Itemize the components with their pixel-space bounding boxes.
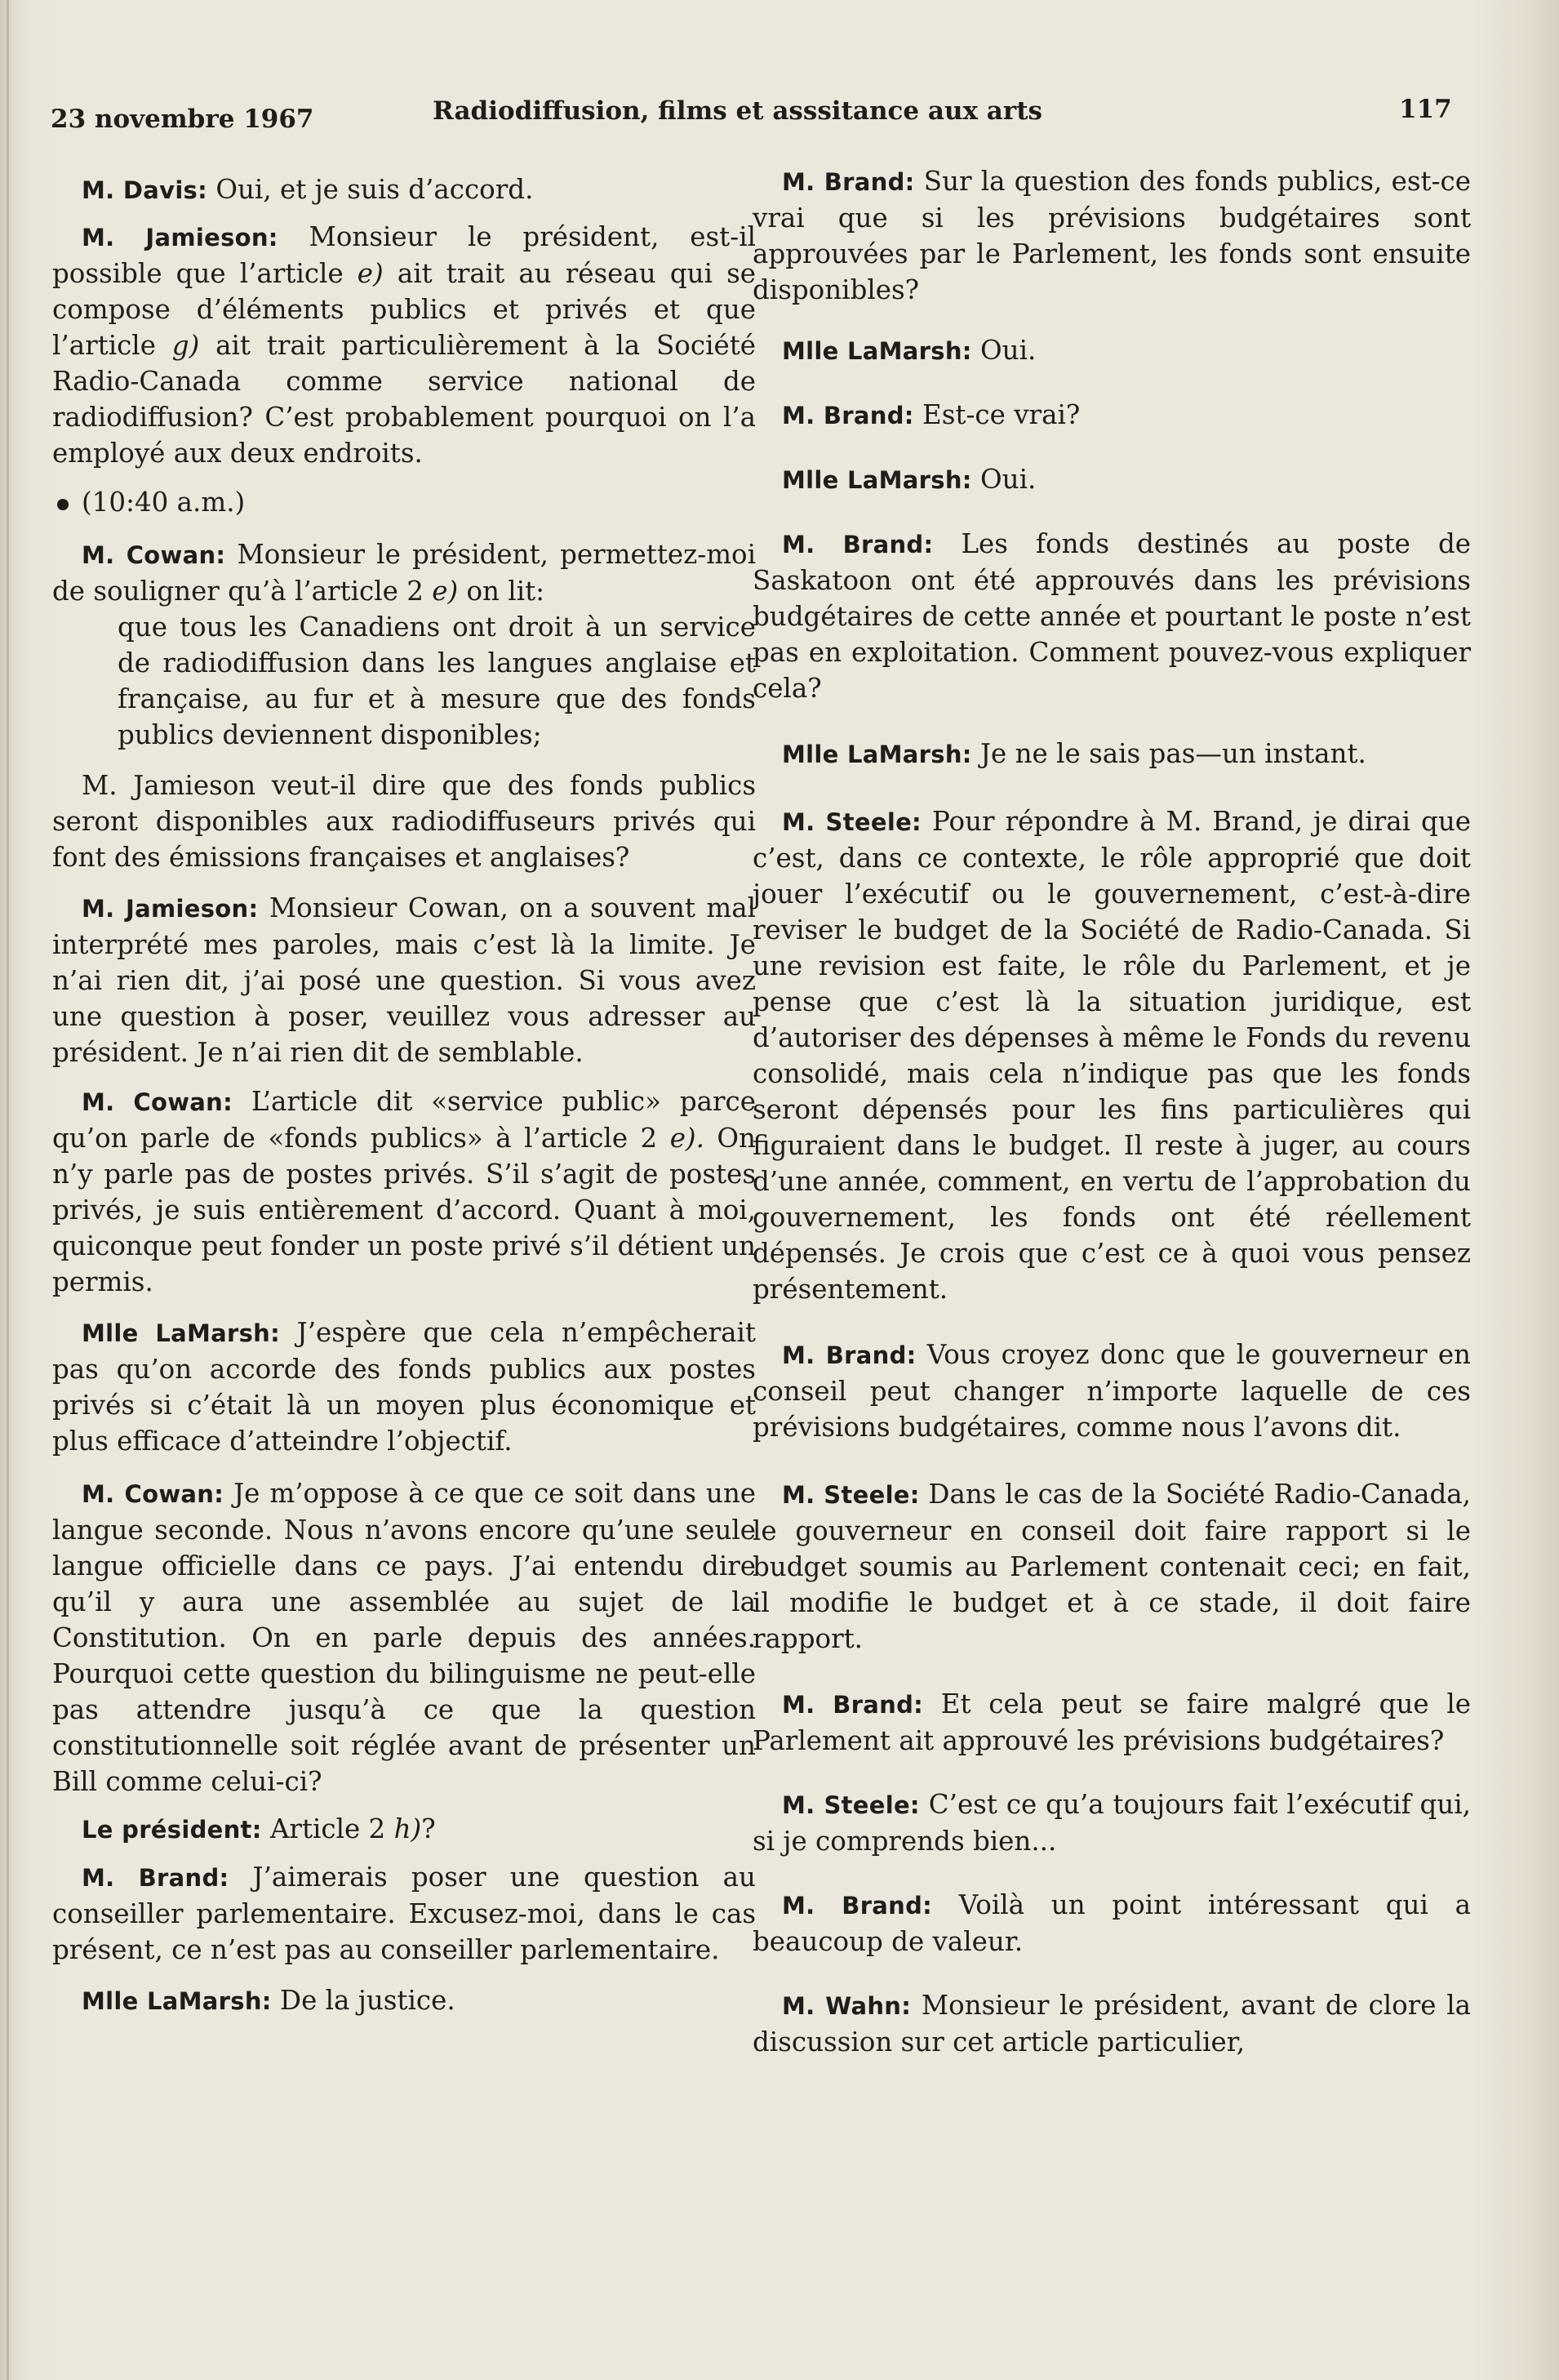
timestamp xyxy=(52,484,756,520)
paragraph xyxy=(753,1476,1471,1657)
paragraph-text: Oui. xyxy=(971,464,1037,495)
paragraph-text: Pour répondre à M. Brand, je dirai que c’est, dans ce contexte, le rôle approprié que doit jouer l’exécutif ou le gouvernement, c’est-à-dire reviser le budget de la Société de Radio-Canada. Si une revision est faite, le rôle du Parlement, et je pense que c’est là la situation juridique, est d’autoriser des dépenses à même le Fonds du revenu consolidé, mais cela n’indique pas que les fonds seront dépensés pour les fins particulières qui figuraient dans le budget. Il reste à juger, au cours d’une année, comment, en vertu de l’approbation du gouvernement, les fonds ont été réellement dépensés. Je crois que c’est ce à quoi vous pensez présentement. xyxy=(753,806,1472,1305)
article-ref: e) xyxy=(357,258,384,289)
timestamp-text: (10:40 a.m.) xyxy=(82,487,246,518)
paragraph xyxy=(52,1982,756,2019)
article-ref: e) xyxy=(432,576,459,607)
speaker-name: M. Steele: xyxy=(782,808,922,836)
paragraph-text: Dans le cas de la Société Radio-Canada, le gouverneur en conseil doit faire rapport si le budget soumis au Parlement contenait ceci; en fait, il modifie le budget et à ce stade, il doit faire rapport. xyxy=(753,1479,1471,1654)
paragraph xyxy=(753,736,1471,772)
speaker-name: Mlle LaMarsh: xyxy=(782,337,972,365)
paragraph-text: C’est ce qu’a toujours fait l’exécutif qui, si je comprends bien... xyxy=(753,1789,1472,1857)
right-column xyxy=(753,163,1471,2060)
paragraph xyxy=(753,1987,1471,2060)
paragraph xyxy=(753,397,1471,434)
speaker-name: M. Brand: xyxy=(82,1864,229,1892)
speaker-name: Mlle LaMarsh: xyxy=(782,466,972,494)
article-ref: e). xyxy=(669,1123,704,1154)
speaker-name: M. Brand: xyxy=(782,168,915,196)
header-title: Radiodiffusion, films et asssitance aux arts xyxy=(433,96,1042,126)
quoted-article: que tous les Canadiens ont droit à un service de radiodiffusion dans les langues anglaise et française, au fur et à mesure que des fonds publics deviennent disponibles; xyxy=(118,612,756,750)
page-header xyxy=(0,88,1559,134)
paragraph xyxy=(753,1887,1471,1960)
paragraph xyxy=(52,1811,756,1848)
speaker-name: Mlle LaMarsh: xyxy=(82,1987,272,2015)
speaker-name: M. Steele: xyxy=(782,1481,920,1509)
paragraph xyxy=(753,1337,1471,1445)
paragraph-text: ait trait particulièrement à la Société Radio-Canada comme service national de radiodiffusion? C’est probablement pourquoi on l’a employé aux deux endroits. xyxy=(52,330,756,469)
paragraph-text: Monsieur le président, avant de clore la discussion sur cet article particulier, xyxy=(753,1990,1471,2057)
speaker-name: M. Wahn: xyxy=(782,1992,912,2020)
speaker-name: M. Davis: xyxy=(82,176,208,204)
paragraph xyxy=(753,461,1471,498)
paragraph xyxy=(52,1475,756,1799)
paragraph xyxy=(753,526,1471,706)
speaker-name: Mlle LaMarsh: xyxy=(782,741,972,768)
page-number: 117 xyxy=(1399,95,1452,124)
binding-edge xyxy=(7,0,9,2380)
paragraph-text: Je ne le sais pas—un instant. xyxy=(971,738,1366,769)
speaker-name: M. Brand: xyxy=(782,531,934,558)
paragraph-text: Je m’oppose à ce que ce soit dans une langue seconde. Nous n’avons encore qu’une seule langue officielle dans ce pays. J’ai entendu dire qu’il y aura une assemblée au sujet de la Constitution. On en parle depuis des années. Pourquoi cette question du bilinguisme ne peut-elle pas attendre jusqu’à ce que la question constitutionnelle soit réglée avant de présenter un Bill comme celui-ci? xyxy=(52,1478,756,1797)
paragraph xyxy=(52,171,756,208)
paragraph xyxy=(753,1686,1471,1759)
paragraph-text: Monsieur le président, est-il possible que l’article xyxy=(52,221,757,289)
speaker-name: M. Brand: xyxy=(782,402,914,429)
paragraph-text: Vous croyez donc que le gouverneur en conseil peut changer n’importe laquelle de ces prévisions budgétaires, comme nous l’avons dit. xyxy=(753,1339,1471,1443)
left-column xyxy=(52,171,756,2019)
paragraph-text: Monsieur le président, permettez-moi de souligner qu’à l’article 2 xyxy=(52,539,756,607)
paragraph-text: ? xyxy=(421,1813,436,1844)
paragraph-text: on lit: xyxy=(458,576,545,607)
speaker-name: M. Brand: xyxy=(782,1892,933,1920)
paragraph-text: Oui, et je suis d’accord. xyxy=(207,174,534,205)
speaker-name: Mlle LaMarsh: xyxy=(82,1319,281,1347)
paragraph-text: ait trait au réseau qui se compose d’éléments publics et privés et que l’article xyxy=(52,258,756,361)
paragraph-text: On n’y parle pas de postes privés. S’il s’agit de postes privés, je suis entièrement d’accord. Quant à moi, quiconque peut fonder un poste privé s’il détient un permis. xyxy=(52,1123,756,1297)
paragraph xyxy=(52,1083,756,1300)
paragraph-text: Est-ce vrai? xyxy=(913,399,1081,430)
speaker-name: M. Cowan: xyxy=(82,541,226,569)
paragraph xyxy=(52,219,756,471)
paragraph xyxy=(52,890,756,1070)
speaker-name: M. Cowan: xyxy=(82,1480,224,1508)
article-ref: h) xyxy=(393,1813,422,1844)
paragraph xyxy=(52,1315,756,1459)
paragraph-text: Article 2 xyxy=(261,1813,394,1844)
paragraph: M. Jamieson veut-il dire que des fonds publics seront disponibles aux radiodiffuseurs privés qui font des émissions françaises et anglaises? xyxy=(52,770,756,873)
paragraph-text: Monsieur Cowan, on a souvent mal interprété mes paroles, mais c’est là la limite. Je n’ai rien dit, j’ai posé une question. Si vous avez une question à poser, veuillez vous adresser au président. Je n’ai rien dit de semblable. xyxy=(52,892,756,1068)
speaker-name: M. Cowan: xyxy=(82,1088,233,1116)
paragraph xyxy=(753,163,1471,308)
speaker-name: M. Jamieson: xyxy=(82,895,259,923)
paragraph-text: J’aimerais poser une question au conseiller parlementaire. Excusez-moi, dans le cas présent, ce n’est pas au conseiller parlementaire. xyxy=(52,1862,756,1965)
speaker-name: M. Brand: xyxy=(782,1341,917,1369)
speaker-name: M. Jamieson: xyxy=(82,224,278,251)
paragraph-text: Voilà un point intéressant qui a beaucoup de valeur. xyxy=(753,1889,1471,1957)
paragraph-text: Oui. xyxy=(971,335,1037,366)
paragraph-text: De la justice. xyxy=(271,1985,455,2016)
paragraph-text: J’espère que cela n’empêcherait pas qu’on accorde des fonds publics aux postes privés si c’était là un moyen plus économique et plus efficace d’atteindre l’objectif. xyxy=(52,1317,756,1457)
paragraph-text: Sur la question des fonds publics, est-ce vrai que si les prévisions budgétaires sont approuvées par le Parlement, les fonds sont ensuite disponibles? xyxy=(753,166,1471,305)
paragraph xyxy=(52,536,756,609)
speaker-name: Le président: xyxy=(82,1816,262,1844)
paragraph xyxy=(753,332,1471,369)
speaker-name: M. Steele: xyxy=(782,1791,920,1819)
paragraph-text: Et cela peut se faire malgré que le Parlement ait approuvé les prévisions budgétaires? xyxy=(753,1688,1471,1756)
paragraph-text: Les fonds destinés au poste de Saskatoon ont été approuvés dans les prévisions budgétaires de cette année et pourtant le poste n’est pas en exploitation. Comment pouvez-vous expliquer cela? xyxy=(753,528,1471,704)
speaker-name: M. Brand: xyxy=(782,1691,924,1719)
paragraph-text: L’article dit «service public» parce qu’on parle de «fonds publics» à l’article 2 xyxy=(52,1086,756,1154)
article-ref: g) xyxy=(171,330,200,361)
paragraph xyxy=(753,1786,1471,1859)
header-date: 23 novembre 1967 xyxy=(51,105,314,134)
bullet-icon xyxy=(57,499,69,510)
paragraph xyxy=(753,803,1471,1307)
paragraph xyxy=(52,1859,756,1968)
